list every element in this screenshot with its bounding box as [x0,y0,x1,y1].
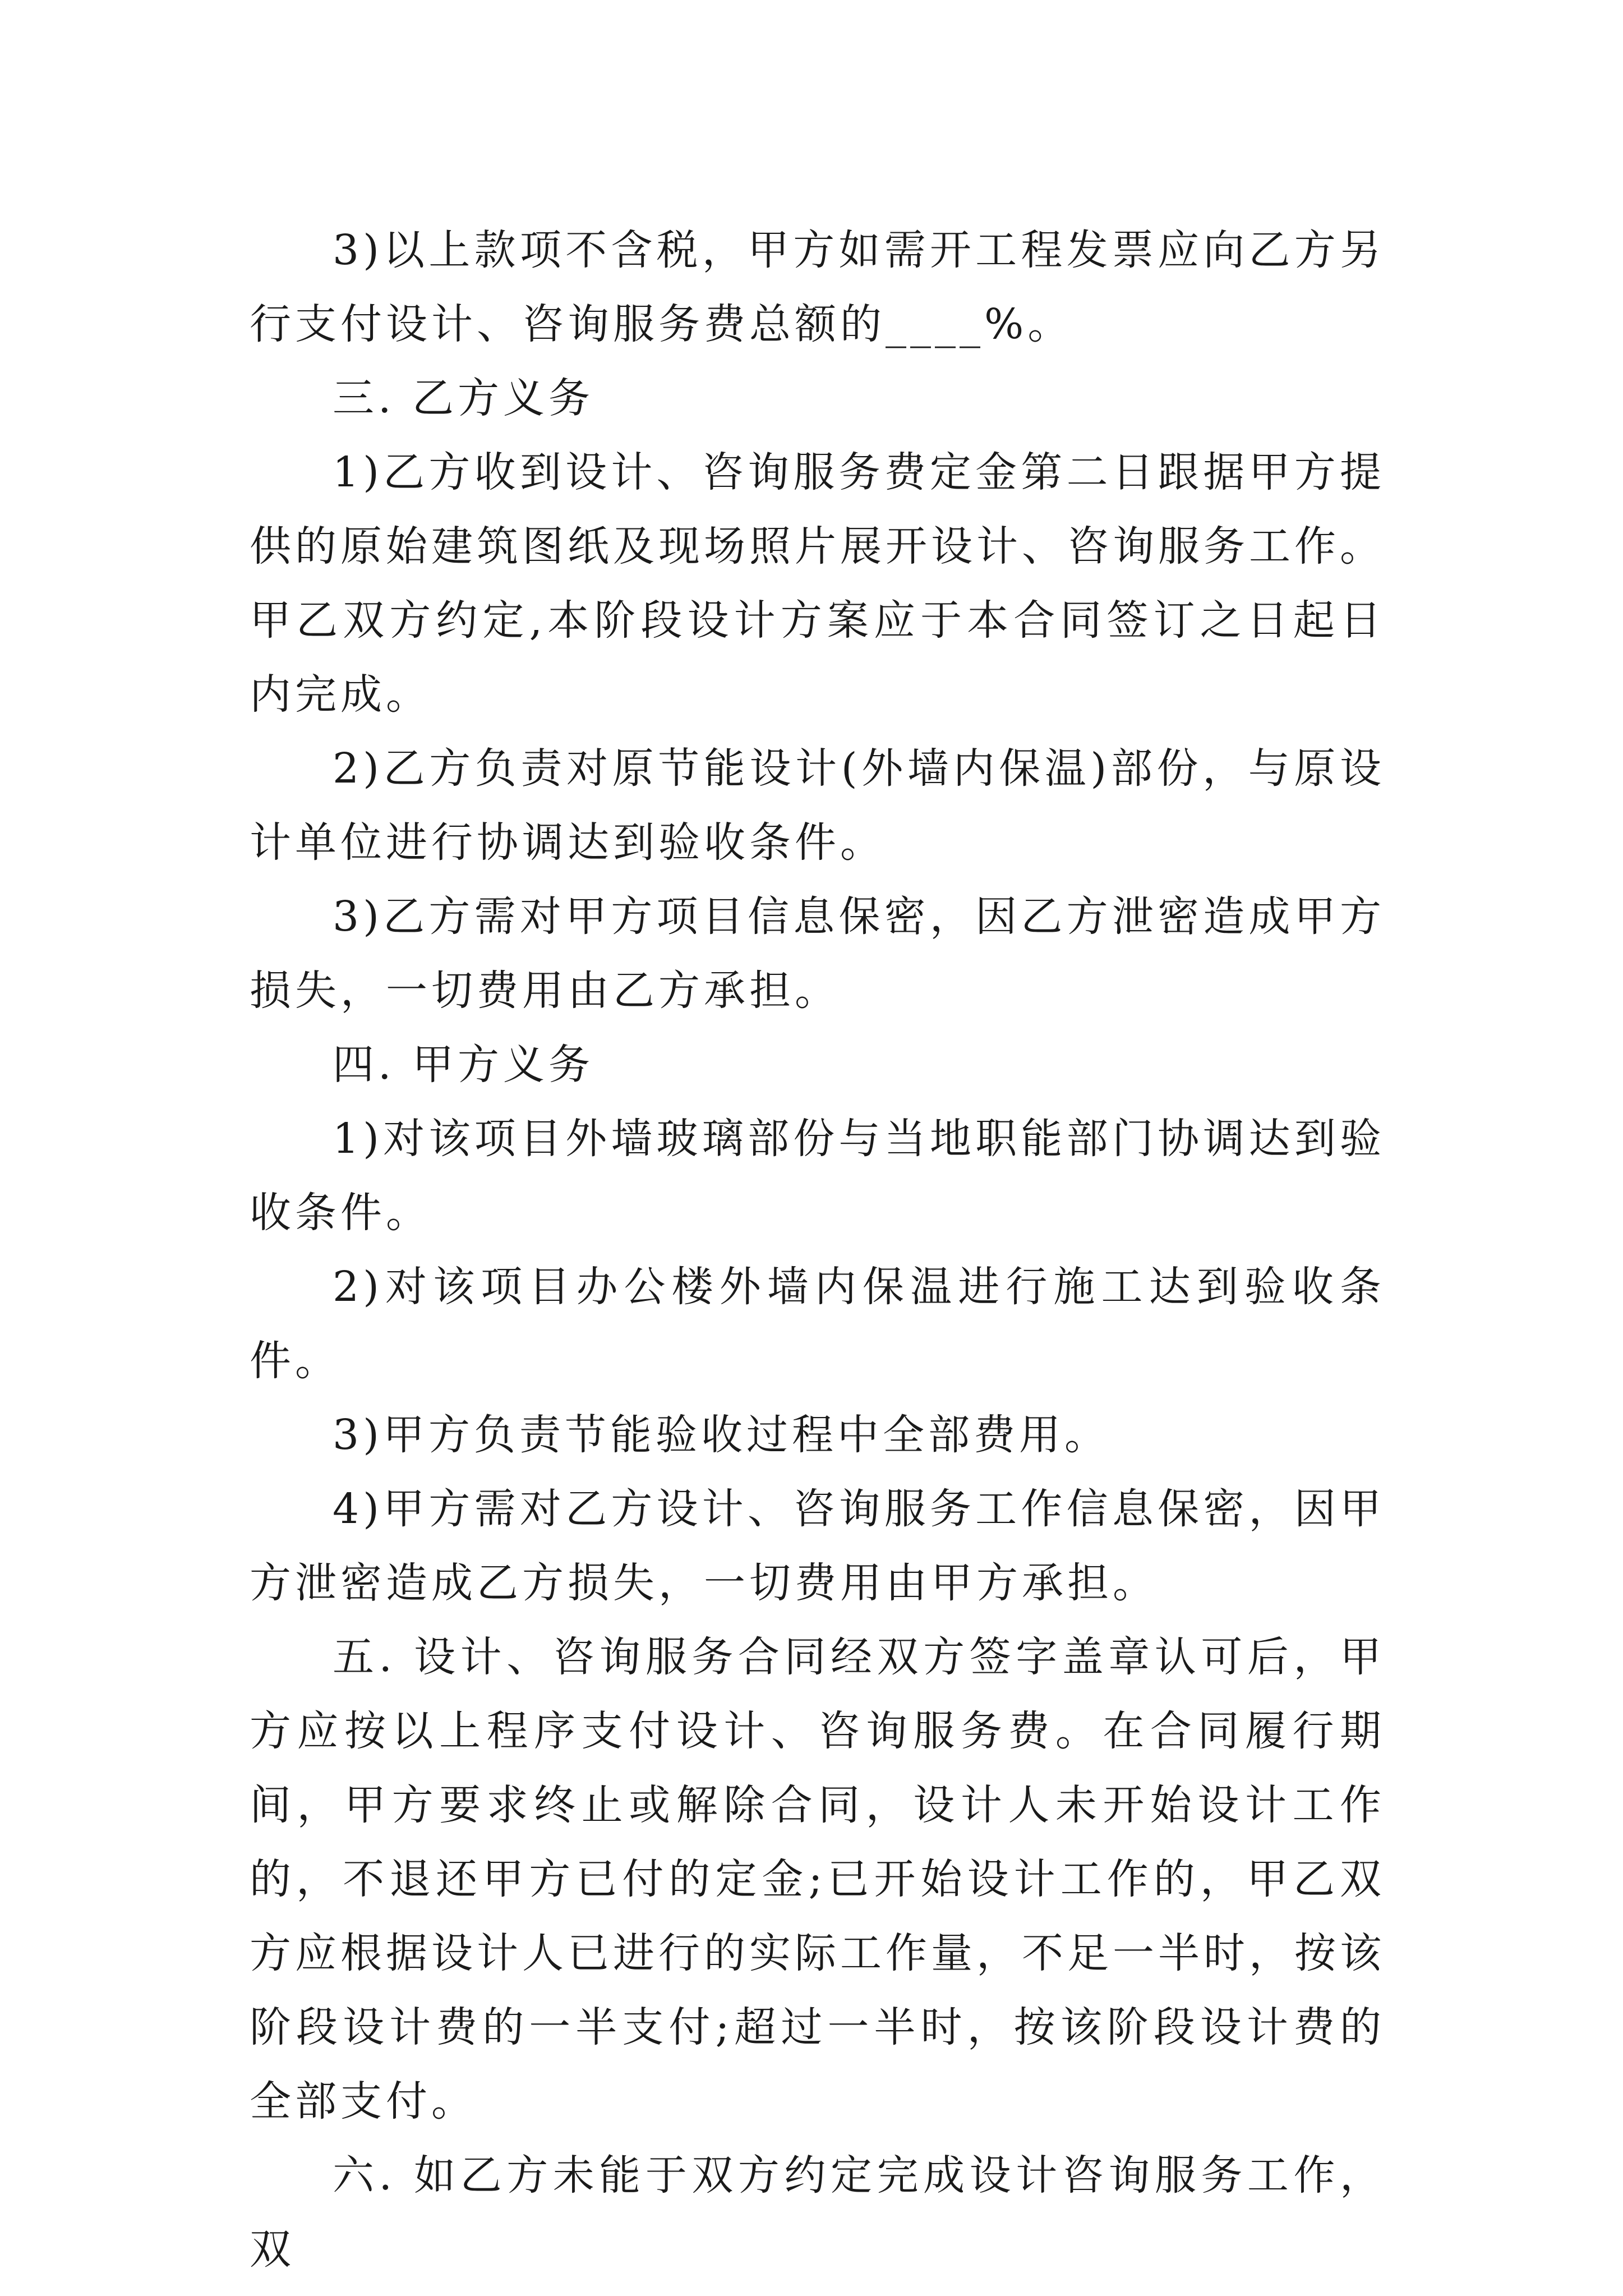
clause-party-b-3: 3)乙方需对甲方项目信息保密，因乙方泄密造成甲方损失，一切费用由乙方承担。 [250,892,1385,1015]
clause-party-a-2: 2)对该项目办公楼外墙内保温进行施工达到验收条件。 [250,1263,1385,1385]
clause-tax-note: 3)以上款项不含税，甲方如需开工程发票应向乙方另行支付设计、咨询服务费总额的____%。 [250,226,1385,348]
section-heading-party-b-obligations: 三. 乙方义务 [333,374,594,422]
clause-party-b-1: 1)乙方收到设计、咨询服务费定金第二日跟据甲方提供的原始建筑图纸及现场照片展开设计、咨询服务工作。甲乙双方约定,本阶段设计方案应于本合同签订之日起日内完成。 [250,448,1385,719]
clause-party-a-1: 1)对该项目外墙玻璃部份与当地职能部门协调达到验收条件。 [250,1115,1385,1237]
clause-party-a-3: 3)甲方负责节能验收过程中全部费用。 [333,1411,1110,1459]
clause-party-a-4: 4)甲方需对乙方设计、咨询服务工作信息保密，因甲方泄密造成乙方损失，一切费用由甲方承担。 [250,1485,1385,1607]
contract-body [250,213,1385,2286]
clause-party-b-2: 2)乙方负责对原节能设计(外墙内保温)部份，与原设计单位进行协调达到验收条件。 [250,744,1385,867]
section-six-delay-terms: 六. 如乙方未能于双方约定完成设计咨询服务工作，双 [250,2151,1385,2274]
section-heading-party-a-obligations: 四. 甲方义务 [333,1041,594,1089]
section-five-payment-terms: 五. 设计、咨询服务合同经双方签字盖章认可后，甲方应按以上程序支付设计、咨询服务费。在合同履行期间，甲方要求终止或解除合同，设计人未开始设计工作的，不退还甲方已付的定金;已开始设计工作的，甲乙双方应根据设计人已进行的实际工作量，不足一半时，按该阶段设计费的一半支付;超过一半时，按该阶段设计费的全部支付。 [250,1633,1385,2125]
